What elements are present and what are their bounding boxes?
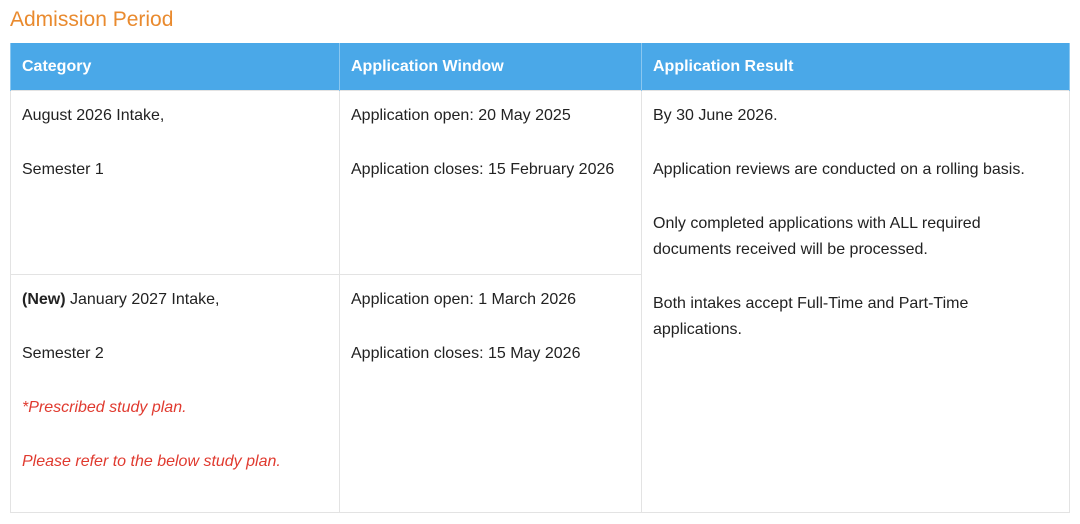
application-window-cell [340,91,642,275]
page-title: Admission Period [10,8,174,31]
application-open-date: Application open: 1 March 2026 [351,291,577,308]
application-close-date: Application closes: 15 May 2026 [351,345,581,362]
intake-text: January 2027 Intake, [65,291,220,308]
header-application-result: Application Result [642,43,1070,91]
application-close-date: Application closes: 15 February 2026 [351,161,615,178]
application-open-date: Application open: 20 May 2025 [351,107,571,124]
intake-label: August 2026 Intake, [22,107,165,124]
application-window-cell [340,275,642,513]
admission-table [10,43,1070,513]
application-result-cell [642,91,1070,513]
study-mode-text: Both intakes accept Full-Time and Part-Time applications. [653,295,969,338]
semester-label: Semester 2 [22,345,104,362]
header-category: Category [11,43,340,91]
category-cell [11,91,340,275]
category-cell [11,275,340,513]
complete-documents-text: Only completed applications with ALL required documents received will be processed. [653,215,981,258]
study-plan-note: Please refer to the below study plan. [22,453,281,470]
semester-label: Semester 1 [22,161,104,178]
result-date-text: By 30 June 2026. [653,107,778,124]
prescribed-plan-note: *Prescribed study plan. [22,399,187,416]
table-header-row [11,43,1070,91]
table-row [11,91,1070,275]
intake-label [22,287,328,313]
new-tag: (New) [22,291,66,308]
rolling-basis-text: Application reviews are conducted on a rolling basis. [653,161,1025,178]
header-application-window: Application Window [340,43,642,91]
